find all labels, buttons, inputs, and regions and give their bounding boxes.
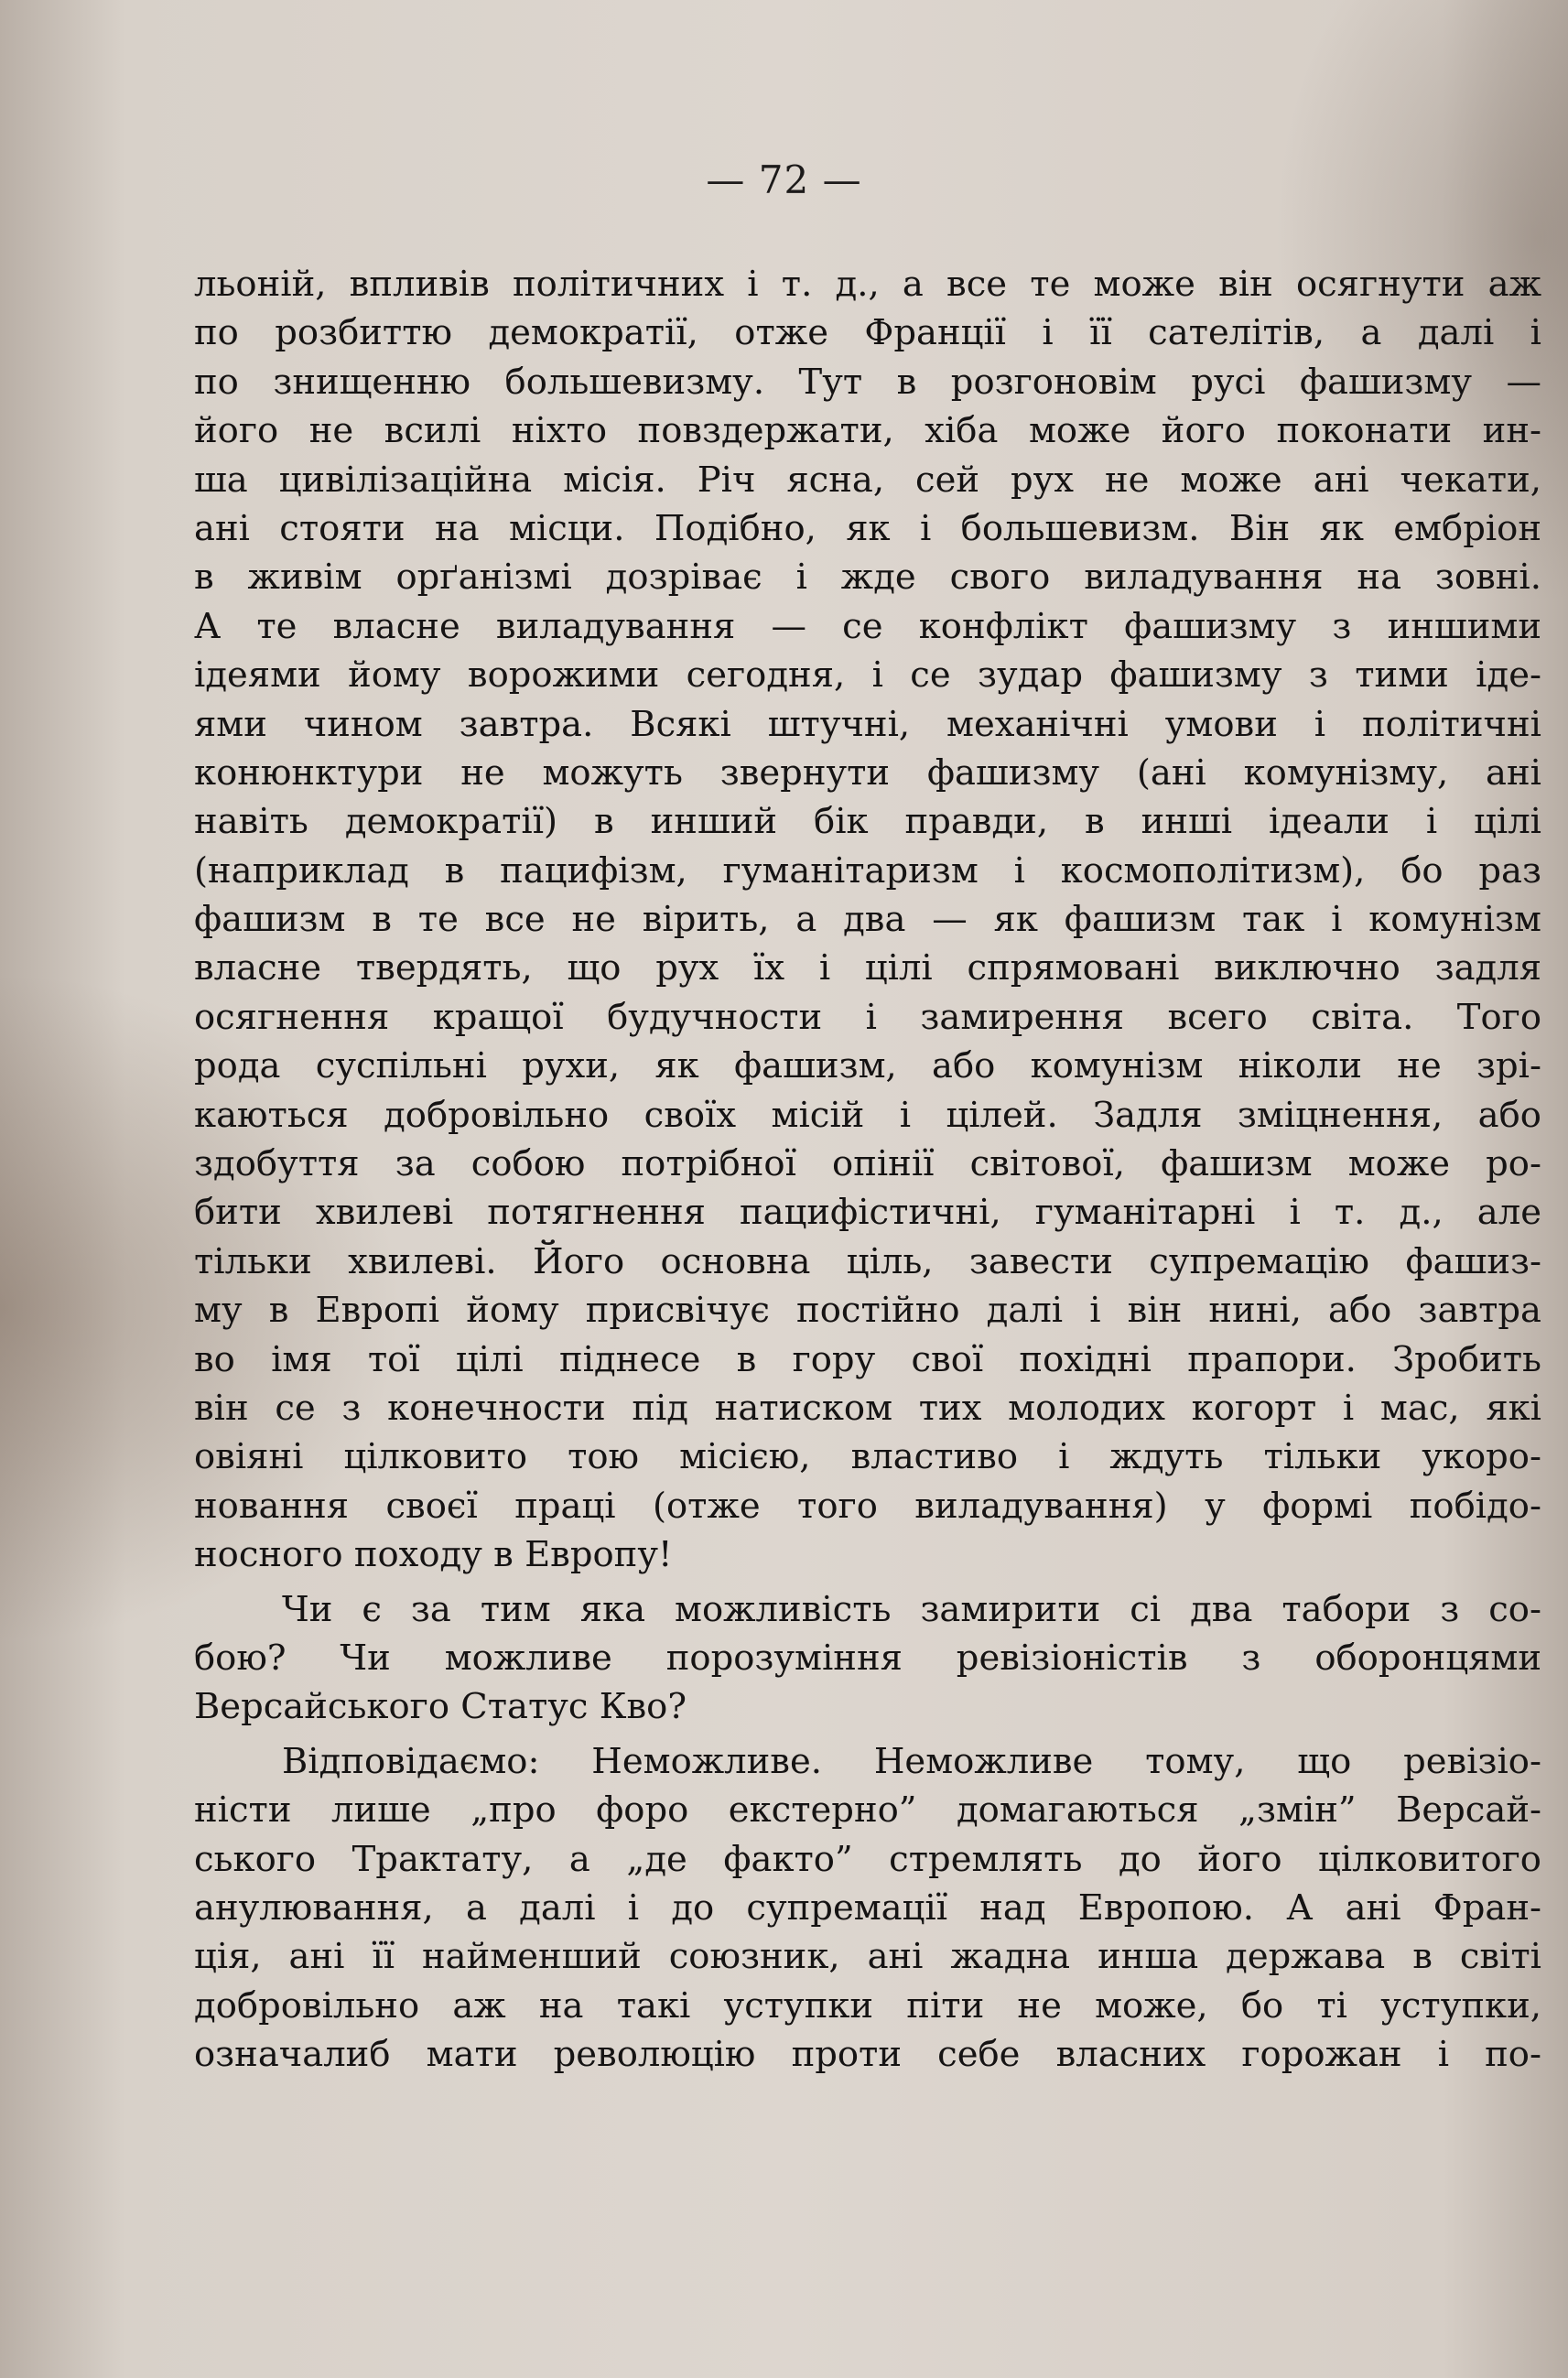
text-line: власне твердять, що рух їх і цілі спрямовані виключно задля bbox=[194, 947, 1541, 989]
text-line: тільки хвилеві. Його основна ціль, завести супремацію фашиз- bbox=[194, 1240, 1541, 1282]
text-line: бою? Чи можливе порозуміння ревізіоністів з оборонцями bbox=[194, 1637, 1541, 1679]
text-line: добровільно аж на такі уступки піти не може, бо ті уступки, bbox=[194, 1984, 1541, 2027]
text-line: А те власне виладування — се конфлікт фашизму з иншими bbox=[194, 605, 1541, 647]
text-line: бити хвилеві потягнення пацифістичні, гуманітарні і т. д., але bbox=[194, 1192, 1541, 1234]
text-line: (наприклад в пацифізм, гуманітаризм і космополітизм), бо раз bbox=[194, 849, 1541, 892]
page-number: — 72 — bbox=[706, 157, 862, 202]
paragraph-1 bbox=[194, 260, 1541, 1580]
paragraph-2 bbox=[194, 1585, 1541, 1732]
text-line: навіть демократії) в инший бік правди, в инші ідеали і цілі bbox=[194, 801, 1541, 843]
text-line: ані стояти на місци. Подібно, як і большевизм. Він як ембріон bbox=[194, 507, 1541, 549]
text-line: ями чином завтра. Всякі штучні, механічні умови і політичні bbox=[194, 703, 1541, 745]
text-line: ідеями йому ворожими сегодня, і се зудар фашизму з тими іде- bbox=[194, 654, 1541, 697]
text-line: осягнення кращої будучности і замирення всего світа. Того bbox=[194, 996, 1541, 1038]
body-text bbox=[194, 260, 1541, 2079]
text-line: льоній, впливів політичних і т. д., а все те може він осягнути аж bbox=[194, 264, 1541, 305]
text-line: по знищенню большевизму. Тут в розгоновім русі фашизму — bbox=[194, 361, 1541, 403]
text-line: по розбиттю демократії, отже Франції і її сателітів, а далі і bbox=[194, 312, 1541, 354]
text-line: рода суспільні рухи, як фашизм, або комунізм ніколи не зрі- bbox=[194, 1045, 1541, 1087]
text-line: його не всилі ніхто повздержати, хіба може його поконати ин- bbox=[194, 410, 1541, 452]
text-line: фашизм в те все не вірить, а два — як фашизм так і комунізм bbox=[194, 899, 1541, 941]
text-line: новання своєї праці (отже того виладування) у формі побідо- bbox=[194, 1485, 1541, 1527]
text-line: овіяні цілковито тою місією, властиво і ждуть тільки укоро- bbox=[194, 1436, 1541, 1478]
text-line: конюнктури не можуть звернути фашизму (ані комунізму, ані bbox=[194, 751, 1541, 794]
text-line: Чи є за тим яка можливість замирити сі два табори з со- bbox=[282, 1588, 1541, 1630]
text-line: здобуття за собою потрібної опінії світової, фашизм може ро- bbox=[194, 1143, 1541, 1185]
text-line: анулювання, а далі і до супремації над Европою. А ані Фран- bbox=[194, 1886, 1541, 1929]
text-line: носного походу в Европу! bbox=[194, 1534, 673, 1576]
text-line: Відповідаємо: Неможливе. Неможливе тому, що ревізіо- bbox=[282, 1740, 1541, 1782]
text-line: означалиб мати революцію проти себе власних горожан і по- bbox=[194, 2034, 1541, 2076]
paragraph-3 bbox=[194, 1737, 1541, 2080]
text-line: ністи лише „про форо екстерно” домагаються „змін” Версай- bbox=[194, 1789, 1541, 1832]
text-line: ша цивілізаційна місія. Річ ясна, сей рух не може ані чекати, bbox=[194, 459, 1541, 501]
text-line: Версайського Статус Кво? bbox=[194, 1686, 687, 1728]
text-line: він се з конечности під натиском тих молодих когорт і мас, які bbox=[194, 1387, 1541, 1429]
text-line: ського Трактату, а „де факто” стремлять до його цілковитого bbox=[194, 1838, 1541, 1880]
text-line: в живім орґанізмі дозріває і жде свого виладування на зовні. bbox=[194, 557, 1541, 599]
text-line: во імя тої цілі піднесе в гору свої похідні прапори. Зробить bbox=[194, 1338, 1541, 1380]
text-line: каються добровільно своїх місій і цілей. Задля зміцнення, або bbox=[194, 1094, 1541, 1136]
text-line: му в Европі йому присвічує постійно далі і він нині, або завтра bbox=[194, 1290, 1541, 1332]
text-line: ція, ані її найменший союзник, ані жадна инша держава в світі bbox=[194, 1936, 1541, 1978]
